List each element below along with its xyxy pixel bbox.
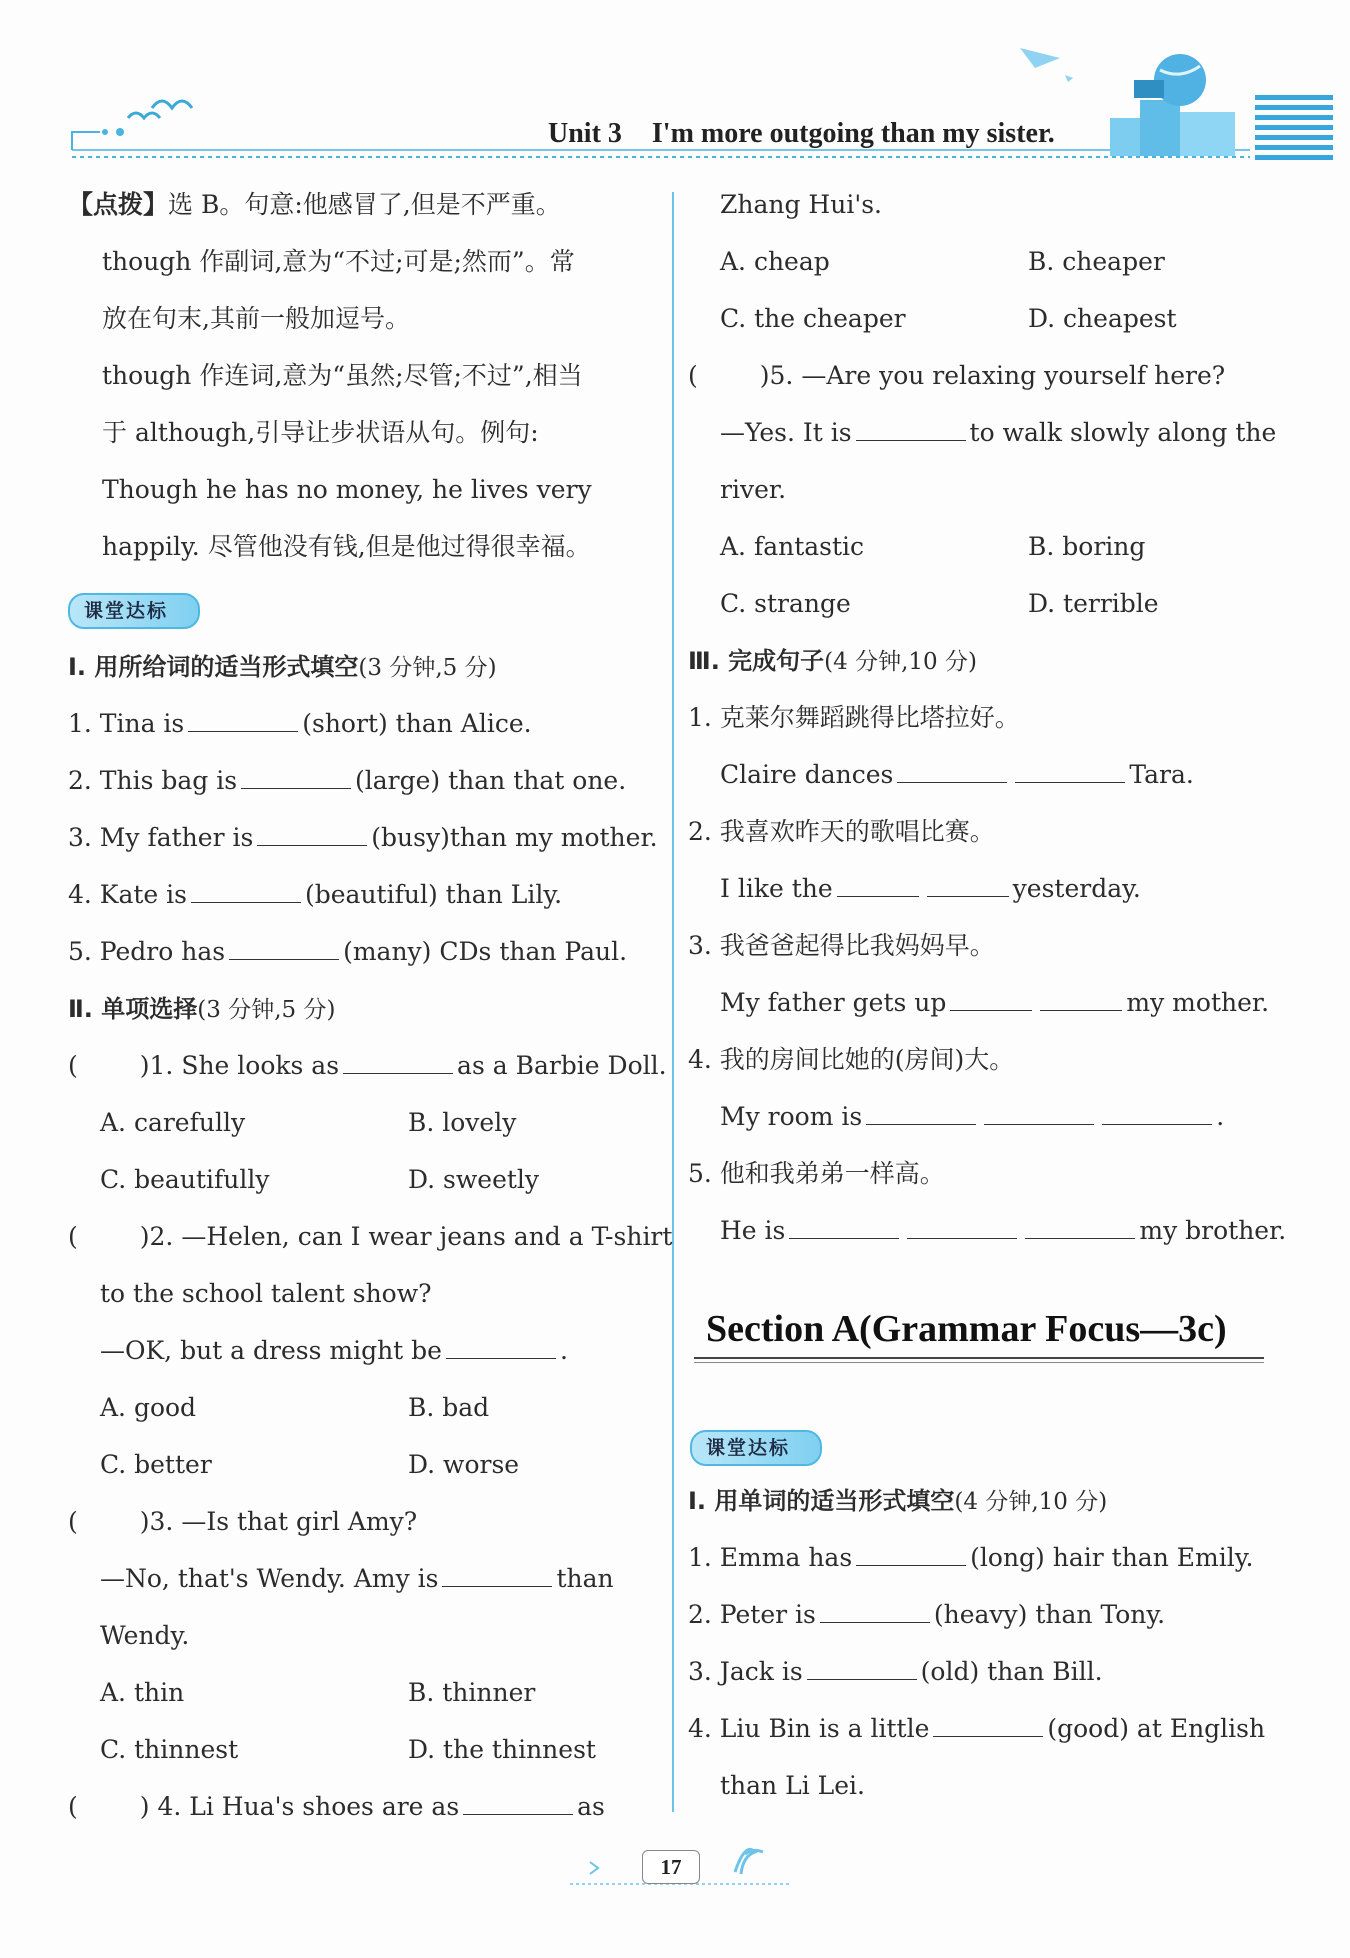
- answer-blank[interactable]: [1102, 1098, 1212, 1125]
- section-badge: 课堂达标: [690, 1430, 822, 1466]
- answer-blank[interactable]: [837, 870, 919, 897]
- option-b[interactable]: B. thinner: [408, 1678, 536, 1707]
- cn-prompt: 3. 我爸爸起得比我妈妈早。: [688, 931, 995, 960]
- question-item: 4. Liu Bin is a little (good) at English: [688, 1709, 1265, 1749]
- option-row: [100, 1103, 660, 1143]
- part-heading: Ⅱ. 单项选择(3 分钟,5 分): [68, 995, 336, 1023]
- mc-question-cont: river.: [720, 475, 787, 504]
- option-a[interactable]: A. carefully: [100, 1108, 246, 1137]
- question-item: 5. Pedro has (many) CDs than Paul.: [68, 932, 627, 972]
- mc-question: ( ) 4. Li Hua's shoes are as as: [68, 1787, 605, 1827]
- tip-line: though 作连词,意为“虽然;尽管;不过”,相当: [102, 361, 583, 390]
- answer-blank[interactable]: [229, 933, 339, 960]
- mc-question-cont: Wendy.: [100, 1621, 190, 1650]
- question-item: 2. This bag is (large) than that one.: [68, 761, 626, 801]
- answer-blank[interactable]: [257, 819, 367, 846]
- mc-question-cont: —OK, but a dress might be .: [100, 1331, 568, 1371]
- option-a[interactable]: A. good: [100, 1393, 197, 1422]
- answer-blank[interactable]: [241, 762, 351, 789]
- option-row: [100, 1730, 660, 1770]
- unit-title: I'm more outgoing than my sister.: [651, 118, 1055, 149]
- option-b[interactable]: B. boring: [1028, 532, 1146, 561]
- tip-line: Though he has no money, he lives very: [102, 475, 592, 504]
- section-title: Section A(Grammar Focus—3c): [706, 1308, 1227, 1350]
- option-a[interactable]: A. thin: [100, 1678, 185, 1707]
- section-rule: [694, 1362, 1264, 1363]
- cn-prompt: 4. 我的房间比她的(房间)大。: [688, 1045, 1015, 1074]
- option-a[interactable]: A. cheap: [720, 247, 830, 276]
- option-c[interactable]: C. thinnest: [100, 1735, 239, 1764]
- sentence-blank-row: He is my brother.: [720, 1211, 1286, 1251]
- option-row: [100, 1673, 660, 1713]
- option-d[interactable]: D. sweetly: [408, 1165, 540, 1194]
- answer-blank[interactable]: [927, 870, 1009, 897]
- mc-question-cont: —Yes. It is to walk slowly along the: [720, 413, 1276, 453]
- option-d[interactable]: D. cheapest: [1028, 304, 1177, 333]
- answer-blank[interactable]: [442, 1560, 552, 1587]
- answer-blank[interactable]: [907, 1212, 1017, 1239]
- answer-blank[interactable]: [933, 1710, 1043, 1737]
- mc-question-cont: to the school talent show?: [100, 1279, 432, 1308]
- answer-blank[interactable]: [789, 1212, 899, 1239]
- tip-line: though 作副词,意为“不过;可是;然而”。常: [102, 247, 575, 276]
- answer-blank[interactable]: [191, 876, 301, 903]
- mc-question: ( )1. She looks as as a Barbie Doll.: [68, 1046, 667, 1086]
- answer-blank[interactable]: [1025, 1212, 1135, 1239]
- option-c[interactable]: C. strange: [720, 589, 851, 618]
- option-b[interactable]: B. lovely: [408, 1108, 517, 1137]
- mc-question-cont: Zhang Hui's.: [720, 190, 882, 219]
- part-heading: Ⅲ. 完成句子(4 分钟,10 分): [688, 647, 977, 675]
- page-number: 17: [642, 1850, 700, 1884]
- mc-question: ( )5. —Are you relaxing yourself here?: [688, 361, 1226, 390]
- option-d[interactable]: D. the thinnest: [408, 1735, 596, 1764]
- question-item-cont: than Li Lei.: [720, 1771, 865, 1800]
- question-item: 3. Jack is (old) than Bill.: [688, 1652, 1103, 1692]
- sentence-blank-row: Claire dances Tara.: [720, 755, 1194, 795]
- answer-blank[interactable]: [343, 1047, 453, 1074]
- cn-prompt: 2. 我喜欢昨天的歌唱比赛。: [688, 817, 995, 846]
- answer-blank[interactable]: [807, 1653, 917, 1680]
- sentence-blank-row: My room is .: [720, 1097, 1224, 1137]
- header-title: [548, 118, 1055, 150]
- answer-blank[interactable]: [463, 1788, 573, 1815]
- option-d[interactable]: D. terrible: [1028, 589, 1159, 618]
- cn-prompt: 1. 克莱尔舞蹈跳得比塔拉好。: [688, 703, 1020, 732]
- option-c[interactable]: C. better: [100, 1450, 212, 1479]
- mc-question: ( )2. —Helen, can I wear jeans and a T-shirt: [68, 1222, 673, 1251]
- column-divider: [672, 192, 674, 1812]
- tip-line: 放在句末,其前一般加逗号。: [102, 304, 410, 333]
- tip-line: 于 although,引导让步状语从句。例句:: [102, 418, 539, 447]
- option-c[interactable]: C. the cheaper: [720, 304, 906, 333]
- part-heading: Ⅰ. 用所给词的适当形式填空(3 分钟,5 分): [68, 653, 497, 681]
- answer-blank[interactable]: [856, 1539, 966, 1566]
- cn-prompt: 5. 他和我弟弟一样高。: [688, 1159, 945, 1188]
- answer-blank[interactable]: [866, 1098, 976, 1125]
- answer-blank[interactable]: [820, 1596, 930, 1623]
- option-b[interactable]: B. bad: [408, 1393, 490, 1422]
- option-row: [720, 299, 1280, 339]
- part-heading: Ⅰ. 用单词的适当形式填空(4 分钟,10 分): [688, 1487, 1108, 1515]
- option-d[interactable]: D. worse: [408, 1450, 520, 1479]
- unit-number: Unit 3: [548, 118, 622, 149]
- mc-question-cont: —No, that's Wendy. Amy is than: [100, 1559, 614, 1599]
- answer-blank[interactable]: [950, 984, 1032, 1011]
- section-rule: [694, 1357, 1264, 1359]
- option-row: [100, 1160, 660, 1200]
- tip-line: 【点拨】选 B。句意:他感冒了,但是不严重。: [68, 190, 561, 219]
- page-header: [0, 0, 1350, 175]
- option-c[interactable]: C. beautifully: [100, 1165, 270, 1194]
- answer-blank[interactable]: [1040, 984, 1122, 1011]
- answer-blank[interactable]: [1015, 756, 1125, 783]
- question-item: 1. Emma has (long) hair than Emily.: [688, 1538, 1253, 1578]
- answer-blank[interactable]: [984, 1098, 1094, 1125]
- option-a[interactable]: A. fantastic: [720, 532, 865, 561]
- answer-blank[interactable]: [188, 705, 298, 732]
- question-item: 4. Kate is (beautiful) than Lily.: [68, 875, 562, 915]
- tip-label: 【点拨】: [68, 190, 169, 219]
- option-row: [100, 1445, 660, 1485]
- option-row: [720, 527, 1280, 567]
- question-item: 1. Tina is (short) than Alice.: [68, 704, 532, 744]
- option-row: [720, 584, 1280, 624]
- sentence-blank-row: My father gets up my mother.: [720, 983, 1269, 1023]
- mc-question: ( )3. —Is that girl Amy?: [68, 1507, 418, 1536]
- section-badge: 课堂达标: [68, 593, 200, 629]
- answer-blank[interactable]: [856, 414, 966, 441]
- option-row: [720, 242, 1280, 282]
- answer-blank[interactable]: [897, 756, 1007, 783]
- answer-blank[interactable]: [446, 1332, 556, 1359]
- question-item: 2. Peter is (heavy) than Tony.: [688, 1595, 1165, 1635]
- option-b[interactable]: B. cheaper: [1028, 247, 1165, 276]
- tip-line: happily. 尽管他没有钱,但是他过得很幸福。: [102, 532, 591, 561]
- sentence-blank-row: I like the yesterday.: [720, 869, 1141, 909]
- option-row: [100, 1388, 660, 1428]
- question-item: 3. My father is (busy)than my mother.: [68, 818, 658, 858]
